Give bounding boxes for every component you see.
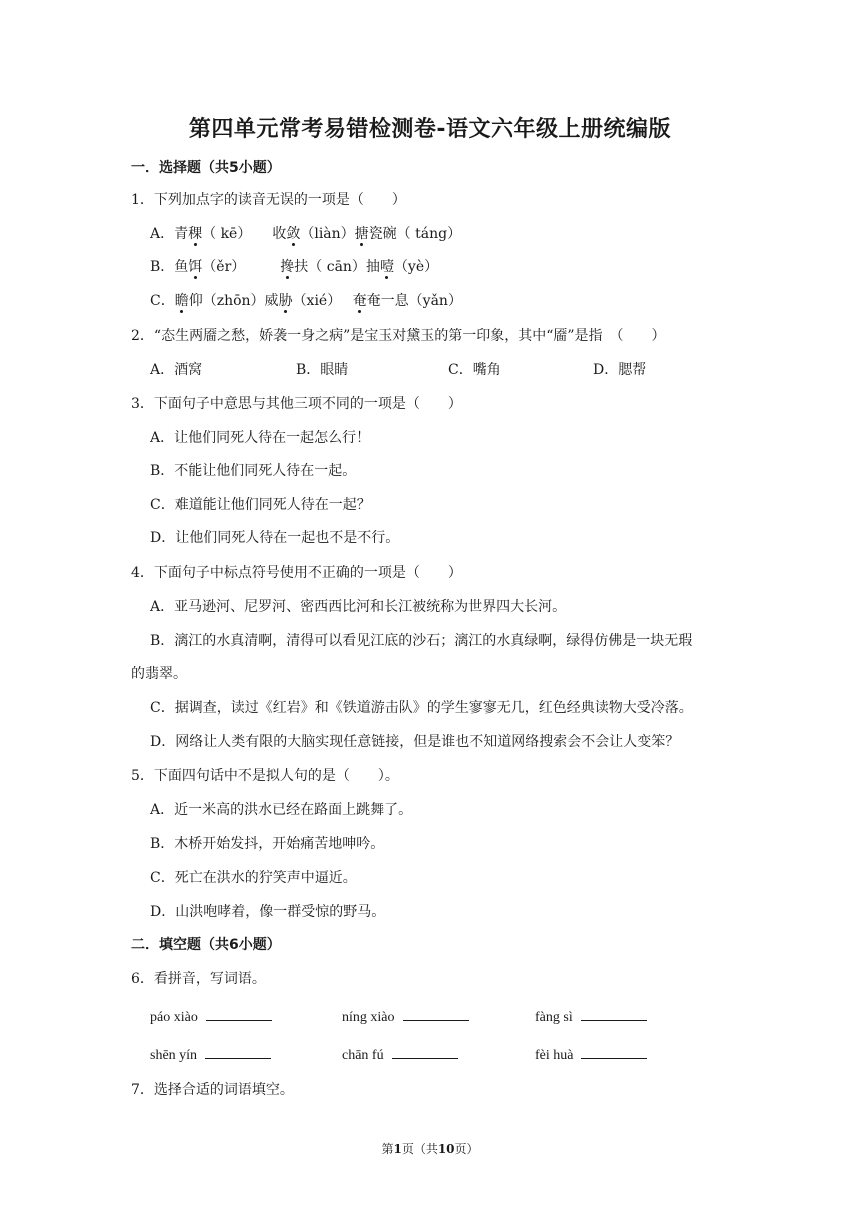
question-1-stem: 1．下列加点字的读音无误的一项是（ ） <box>131 192 406 208</box>
option-text: 仰（zhōn）威 <box>188 293 279 309</box>
pinyin-text: fèi huà <box>535 1048 574 1063</box>
question-3-option-a: A．让他们同死人待在一起怎么行！ <box>150 430 371 446</box>
option-text: （xié） <box>292 293 353 309</box>
pinyin-text: páo xiào <box>150 1010 198 1025</box>
answer-blank[interactable] <box>206 1006 272 1021</box>
section-tail: 小题） <box>238 160 281 176</box>
question-2-option-a: A．酒窝 <box>150 362 203 378</box>
section-label: 二．填空题（共 <box>131 937 229 953</box>
dotted-char: 稞 <box>188 226 203 242</box>
question-5-option-b: B．木桥开始发抖，开始痛苦地呻吟。 <box>150 836 385 852</box>
answer-blank[interactable] <box>403 1006 469 1021</box>
question-7-stem: 7．选择合适的词语填空。 <box>131 1082 294 1098</box>
question-1-option-a <box>150 224 461 244</box>
option-text: C． <box>150 293 175 309</box>
question-6-stem: 6．看拼音，写词语。 <box>131 971 266 987</box>
option-text: （liàn） <box>300 226 355 242</box>
footer-text: 第 <box>381 1142 394 1156</box>
question-2-option-c: C．嘴角 <box>448 362 501 378</box>
pinyin-text: shēn yín <box>150 1048 198 1063</box>
pinyin-item <box>535 1044 647 1064</box>
section-count: 5 <box>229 160 239 176</box>
question-1-option-b <box>150 257 438 277</box>
pinyin-item <box>342 1006 469 1026</box>
page-total: 10 <box>437 1142 455 1156</box>
question-2-option-b: B．眼睛 <box>296 362 349 378</box>
question-1-option-c <box>150 291 462 311</box>
dotted-char: 奄 <box>352 293 367 309</box>
question-4-option-b: B．漓江的水真清啊，清得可以看见江底的沙石；漓江的水真绿啊，绿得仿佛是一块无瑕 <box>150 633 693 649</box>
answer-blank[interactable] <box>392 1044 458 1059</box>
question-5-option-d: D．山洪咆哮着，像一群受惊的野马。 <box>150 904 386 920</box>
page-number: 1 <box>393 1142 402 1156</box>
option-text: 瓷碗（ táng） <box>368 226 462 242</box>
pinyin-text: chān fú <box>342 1048 384 1063</box>
footer-text: 页（共 <box>401 1142 438 1156</box>
section-count: 6 <box>229 937 239 953</box>
pinyin-text: fàng sì <box>535 1010 573 1025</box>
pinyin-item <box>150 1044 271 1064</box>
question-4-option-c: C．据调查，读过《红岩》和《铁道游击队》的学生寥寥无几，红色经典读物大受冷落。 <box>150 700 693 716</box>
question-3-stem: 3．下面句子中意思与其他三项不同的一项是（ ） <box>131 396 462 412</box>
dotted-char: 搪 <box>354 226 369 242</box>
question-5-option-c: C．死亡在洪水的狞笑声中逼近。 <box>150 870 357 886</box>
page-footer <box>0 1140 860 1157</box>
question-5-stem: 5．下面四句话中不是拟人句的是（ ）。 <box>131 768 399 784</box>
dotted-char: 饵 <box>188 259 203 275</box>
question-4-option-b-cont: 的翡翠。 <box>131 666 187 682</box>
answer-blank[interactable] <box>581 1044 647 1059</box>
answer-blank[interactable] <box>205 1044 271 1059</box>
option-text: A．青 <box>150 226 189 242</box>
question-2-stem: 2．“态生两靥之愁，娇袭一身之病”是宝玉对黛玉的第一印象，其中“靥”是指 （ ） <box>131 328 666 344</box>
section-heading-fill <box>131 935 281 955</box>
dotted-char: 搀 <box>280 259 295 275</box>
pinyin-item <box>535 1006 647 1026</box>
option-text: 奄一息（yǎn） <box>366 293 462 309</box>
option-text: 扶（ cān）抽 <box>294 259 380 275</box>
dotted-char: 敛 <box>286 226 301 242</box>
option-text: （ kē） 收 <box>202 226 287 242</box>
question-4-option-a: A．亚马逊河、尼罗河、密西西比河和长江被统称为世界四大长河。 <box>150 599 567 615</box>
section-tail: 小题） <box>238 937 281 953</box>
question-5-option-a: A．近一米高的洪水已经在路面上跳舞了。 <box>150 802 413 818</box>
question-3-option-b: B．不能让他们同死人待在一起。 <box>150 463 357 479</box>
answer-blank[interactable] <box>581 1006 647 1021</box>
question-3-option-c: C．难道能让他们同死人待在一起？ <box>150 497 371 513</box>
question-4-option-d: D．网络让人类有限的大脑实现任意链接，但是谁也不知道网络搜索会不会让人变笨？ <box>150 734 680 750</box>
pinyin-item <box>150 1006 272 1026</box>
dotted-char: 胁 <box>278 293 293 309</box>
question-3-option-d: D．让他们同死人待在一起也不是不行。 <box>150 530 400 546</box>
section-heading-choice <box>131 158 281 178</box>
footer-text: 页） <box>454 1142 479 1156</box>
dotted-char: 噎 <box>379 259 394 275</box>
option-text: （ěr） <box>202 259 281 275</box>
pinyin-item <box>342 1044 458 1064</box>
option-text: B．鱼 <box>150 259 189 275</box>
section-label: 一．选择题（共 <box>131 160 229 176</box>
pinyin-text: níng xiào <box>342 1010 395 1025</box>
option-text: （yè） <box>393 259 439 275</box>
question-2-option-d: D．腮帮 <box>593 362 647 378</box>
question-4-stem: 4．下面句子中标点符号使用不正确的一项是（ ） <box>131 565 462 581</box>
dotted-char: 瞻 <box>174 293 189 309</box>
page-title: 第四单元常考易错检测卷-语文六年级上册统编版 <box>188 117 672 142</box>
